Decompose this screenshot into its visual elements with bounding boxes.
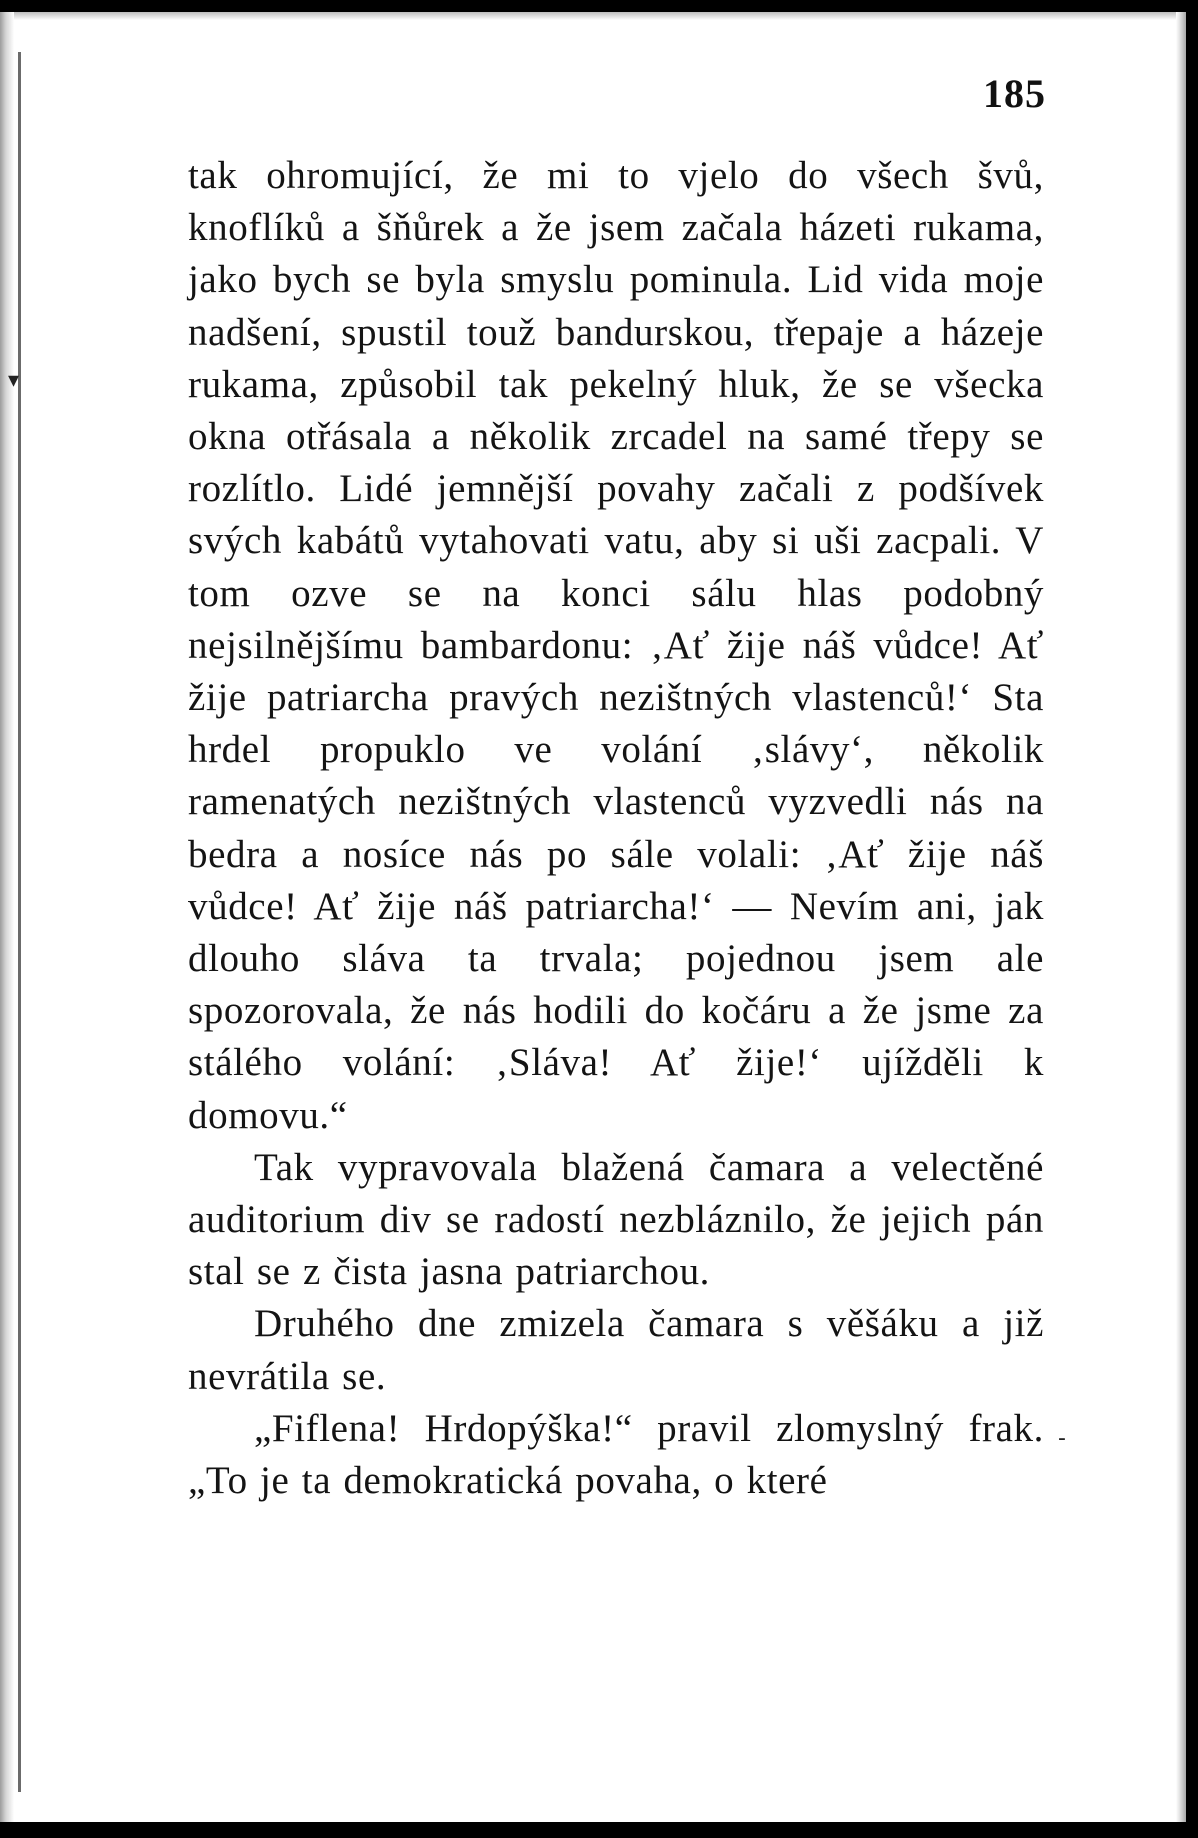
binding-shadow bbox=[18, 52, 21, 1792]
margin-arrow-mark-icon: ▾ bbox=[8, 368, 20, 393]
paragraph: Tak vypravovala blažená čamara a velectěné auditorium div se radostí nezbláznilo, že jejich pán stal se z čista jasna patriarchou. bbox=[188, 1145, 1044, 1294]
page-top-edge bbox=[0, 12, 1186, 20]
body-text bbox=[188, 150, 1044, 1507]
margin-dash-mark-icon: - bbox=[1058, 1426, 1066, 1451]
paragraph: „Fiflena! Hrdopýška!“ pravil zlomyslný frak. „To je ta demokratická povaha, o které bbox=[188, 1406, 1044, 1503]
page-left-edge bbox=[0, 12, 14, 1822]
page-right-edge bbox=[1176, 12, 1186, 1822]
book-page bbox=[0, 12, 1186, 1822]
page-number: 185 bbox=[983, 71, 1046, 116]
paragraph: Druhého dne zmizela čamara s věšáku a již nevrátila se. bbox=[188, 1302, 1044, 1398]
paragraph-continued: tak ohromující, že mi to vjelo do všech švů, knoflíků a šňůrek a že jsem začala házeti rukama, jako bych se byla smyslu pominula. Lid vida moje nadšení, spustil touž bandurskou, třepaje a házeje rukama, způsobil tak pekelný hluk, že se všecka okna otřásala a několik zrcadel na samé třepy se rozlítlo. Lidé jemnější povahy začali z podšívek svých kabátů vytahovati vatu, aby si uši zacpali. V tom ozve se na konci sálu hlas podobný nejsilnějšímu bambardonu: ‚Ať žije náš vůdce! Ať žije patriarcha pravých nezištných vlastenců!‘ Sta hrdel propuklo ve volání ‚slávy‘, několik ramenatých nezištných vlastenců vyzvedli nás na bedra a nosíce nás po sále volali: ‚Ať žije náš vůdce! Ať žije náš patriarcha!‘ — Nevím ani, jak dlouho sláva ta trvala; pojednou jsem ale spozorovala, že nás hodili do kočáru a že jsme za stálého volání: ‚Sláva! Ať žije!‘ ujížděli k domovu.“ bbox=[188, 154, 1044, 1137]
